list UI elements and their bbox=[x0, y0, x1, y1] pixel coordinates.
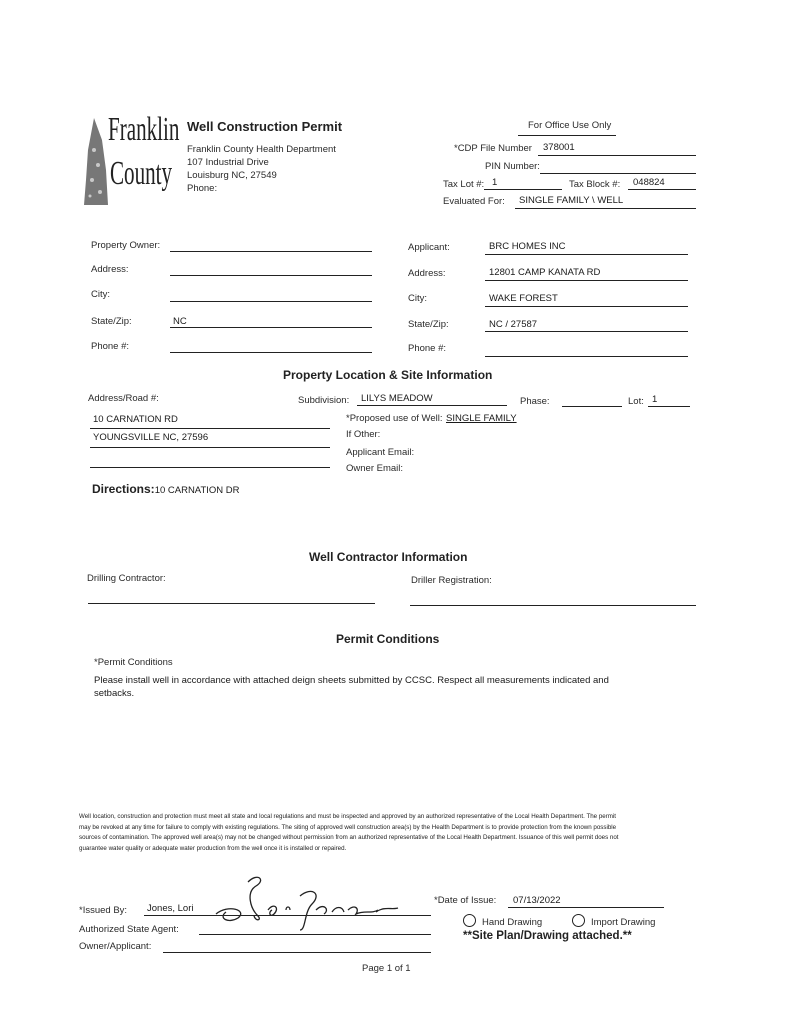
department-address-line1: 107 Industrial Drive bbox=[187, 157, 269, 168]
tax-lot-label: Tax Lot #: bbox=[443, 179, 485, 190]
owner-city-label: City: bbox=[91, 289, 110, 300]
cdp-file-value: 378001 bbox=[543, 142, 575, 153]
driller-registration-label: Driller Registration: bbox=[411, 575, 492, 586]
evaluated-for-value: SINGLE FAMILY \ WELL bbox=[519, 195, 624, 206]
applicant-state-zip-value: NC / 27587 bbox=[489, 319, 538, 330]
applicant-email-label: Applicant Email: bbox=[346, 447, 415, 458]
owner-applicant-label: Owner/Applicant: bbox=[79, 941, 152, 952]
owner-state-zip-value: NC bbox=[173, 316, 187, 327]
cdp-file-label: *CDP File Number bbox=[454, 143, 532, 154]
subdivision-value: LILYS MEADOW bbox=[361, 393, 433, 404]
disclaimer-text: Well location, construction and protection must meet all state and local regulations and must be inspected and approved by an authorized representative of the Local Health Department. The permit may be revoked at any time for failure to comply with existing regulations. The siting of approved well construction area(s) by the Health Department is to provide protection from the known possible sources of contamination. The approved well area(s) may not be changed without permission from an authorized representative of the Local Health Department. Issuance of this well permit does not guarantee water quality or adequate water production from the well once it is installed or repaired. bbox=[79, 813, 619, 852]
owner-state-zip-label: State/Zip: bbox=[91, 316, 132, 327]
applicant-city-label: City: bbox=[408, 293, 427, 304]
lot-label: Lot: bbox=[628, 396, 644, 407]
subdivision-label: Subdivision: bbox=[298, 395, 350, 406]
logo-text-county: County bbox=[110, 155, 173, 192]
directions-label: Directions: bbox=[92, 482, 155, 496]
import-drawing-radio[interactable] bbox=[572, 914, 585, 927]
proposed-use-value: SINGLE FAMILY bbox=[446, 413, 517, 424]
signature-image bbox=[208, 872, 408, 932]
lot-value: 1 bbox=[652, 394, 658, 405]
import-drawing-label: Import Drawing bbox=[591, 917, 656, 928]
franklin-county-logo bbox=[84, 110, 180, 210]
site-address-line2: YOUNGSVILLE NC, 27596 bbox=[93, 432, 209, 443]
owner-phone-label: Phone #: bbox=[91, 341, 130, 352]
site-address-line1: 10 CARNATION RD bbox=[93, 414, 178, 425]
address-road-label: Address/Road #: bbox=[88, 393, 159, 404]
pin-number-label: PIN Number: bbox=[485, 161, 540, 172]
tax-block-label: Tax Block #: bbox=[569, 179, 621, 190]
tax-lot-value: 1 bbox=[492, 177, 498, 188]
applicant-phone-label: Phone #: bbox=[408, 343, 447, 354]
property-owner-label: Property Owner: bbox=[91, 240, 161, 251]
authorized-agent-label: Authorized State Agent: bbox=[79, 924, 179, 935]
date-of-issue-value: 07/13/2022 bbox=[513, 895, 561, 906]
applicant-value: BRC HOMES INC bbox=[489, 241, 566, 252]
hand-drawing-radio[interactable] bbox=[463, 914, 476, 927]
department-phone-label: Phone: bbox=[187, 183, 218, 194]
page-number: Page 1 of 1 bbox=[362, 963, 411, 974]
applicant-state-zip-label: State/Zip: bbox=[408, 319, 449, 330]
page-title: Well Construction Permit bbox=[187, 119, 343, 134]
logo-text-franklin: Franklin bbox=[108, 111, 180, 148]
directions-row bbox=[92, 480, 240, 498]
department-address-line2: Louisburg NC, 27549 bbox=[187, 170, 277, 181]
import-drawing-option[interactable] bbox=[572, 912, 655, 930]
contractor-section-heading: Well Contractor Information bbox=[309, 550, 468, 564]
conditions-text: Please install well in accordance with attached deign sheets submitted by CCSC. Respect all measurements indicated and setbacks. bbox=[94, 675, 609, 699]
applicant-address-value: 12801 CAMP KANATA RD bbox=[489, 267, 601, 278]
issued-by-value: Jones, Lori bbox=[147, 903, 194, 914]
applicant-address-label: Address: bbox=[408, 268, 446, 279]
phase-label: Phase: bbox=[520, 396, 550, 407]
directions-value: 10 CARNATION DR bbox=[154, 485, 240, 496]
hand-drawing-option[interactable] bbox=[463, 912, 542, 930]
drilling-contractor-label: Drilling Contractor: bbox=[87, 573, 166, 584]
owner-address-label: Address: bbox=[91, 264, 129, 275]
proposed-use-label: *Proposed use of Well: bbox=[346, 413, 443, 424]
evaluated-for-label: Evaluated For: bbox=[443, 196, 505, 207]
applicant-label: Applicant: bbox=[408, 242, 450, 253]
date-of-issue-label: *Date of Issue: bbox=[434, 895, 497, 906]
conditions-section-heading: Permit Conditions bbox=[336, 632, 440, 646]
site-plan-note: **Site Plan/Drawing attached.** bbox=[463, 930, 632, 942]
issued-by-label: *Issued By: bbox=[79, 905, 128, 916]
department-name: Franklin County Health Department bbox=[187, 144, 336, 155]
tax-block-value: 048824 bbox=[633, 177, 665, 188]
office-use-heading: For Office Use Only bbox=[528, 120, 612, 131]
site-section-heading: Property Location & Site Information bbox=[283, 368, 493, 382]
applicant-city-value: WAKE FOREST bbox=[489, 293, 558, 304]
conditions-subheading: *Permit Conditions bbox=[94, 657, 173, 668]
hand-drawing-label: Hand Drawing bbox=[482, 917, 543, 928]
owner-email-label: Owner Email: bbox=[346, 463, 404, 474]
if-other-label: If Other: bbox=[346, 429, 381, 440]
